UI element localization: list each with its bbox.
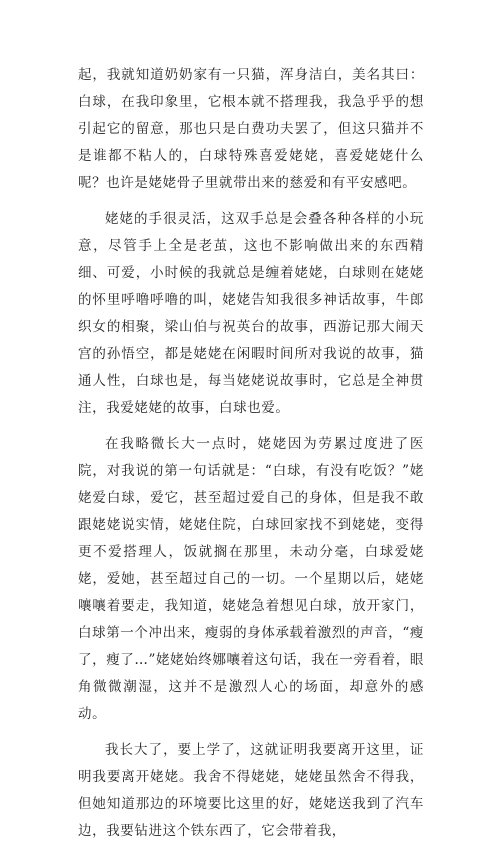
paragraph-3: 在我略微长大一点时，姥姥因为劳累过度进了医院，对我说的第一句话就是：“白球，有没有吃饭？”姥姥爱白球，爱它，甚至超过爱自己的身体，但是我不敢跟姥姥说实情，姥姥住院，白球回家找不到姥姥，变得更不爱搭理人，饭就搁在那里，未动分毫，白球爱姥姥，爱她，甚至超过自己的一切。一个星期以后，姥姥嚷嚷着要走，我知道，姥姥急着想见白球，放开家门，白球第一个冲出来，瘦弱的身体承载着激烈的声音，“瘦了，瘦了…”姥姥始终娜嚷着这句话，我在一旁看着，眼角微微潮湿，这并不是激烈人心的场面，却意外的感动。 [78, 436, 424, 722]
paragraph-1: 起，我就知道奶奶家有一只猫，浑身洁白，美名其曰：白球，在我印象里，它根本就不搭理我，我急乎乎的想引起它的留意，那也只是白费功夫罢了，但这只猫并不是谁都不粘人的，白球特殊喜爱姥姥，喜爱姥姥什么呢？也许是姥姥骨子里就带出来的慈爱和有平安感吧。 [78, 67, 424, 191]
paragraph-2: 姥姥的手很灵活，这双手总是会叠各种各样的小玩意，尽管手上全是老茧，这也不影响做出来的东西精细、可爱，小时候的我就总是缠着姥姥，白球则在姥姥的怀里呼噜呼噜的叫，姥姥告知我很多神话故事，牛郎织女的相聚，梁山伯与祝英台的故事，西游记那大闹天宫的孙悟空，都是姥姥在闲暇时间所对我说的故事，猫通人性，白球也是，每当姥姥说故事时，它总是全神贯注，我爱姥姥的故事，白球也爱。 [78, 211, 424, 416]
paragraph-4: 我长大了，要上学了，这就证明我要离开这里，证明我要离开姥姥。我舍不得姥姥，姥姥虽然舍不得我，但她知道那边的环境要比这里的好，姥姥送我到了汽车边，我要钻进这个铁东西了，它会带着我， [78, 742, 424, 839]
document-body [78, 62, 424, 854]
